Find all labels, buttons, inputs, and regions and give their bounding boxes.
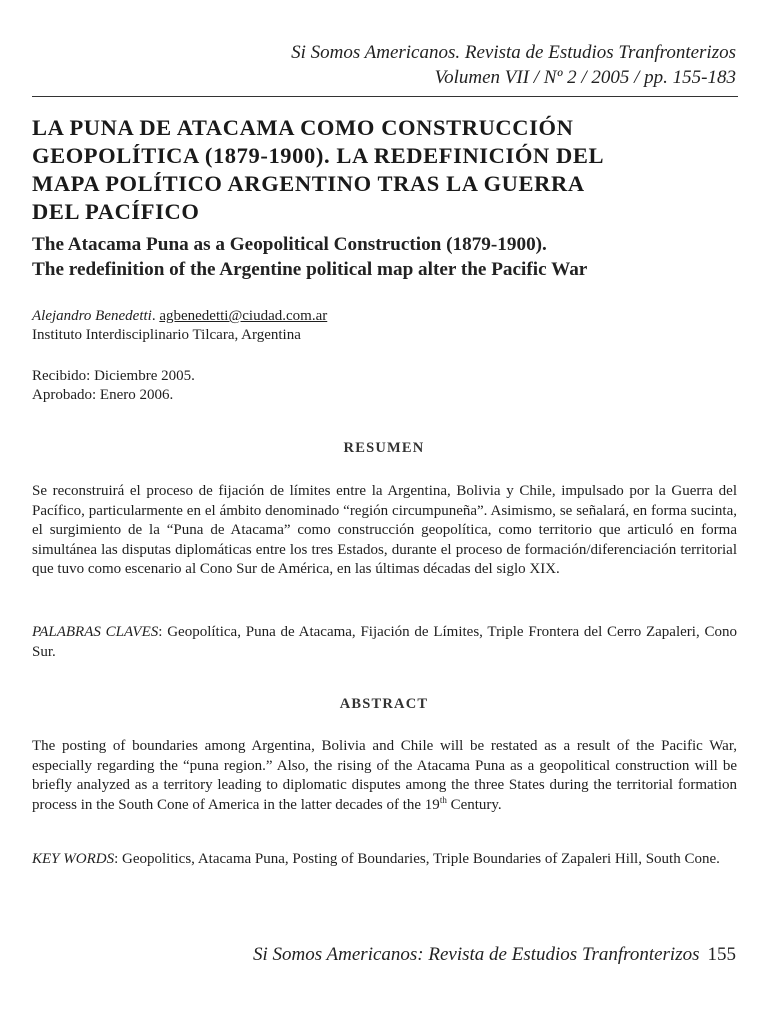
title-line: DEL PACÍFICO [32, 199, 200, 224]
header-rule [32, 96, 738, 97]
keywords-label: KEY WORDS [32, 851, 115, 867]
article-title [32, 114, 736, 226]
resumen-body: Se reconstruirá el proceso de fijación de límites entre la Argentina, Bolivia y Chile, impulsado por la Guerra del Pacífico, particularmente en el ámbito denominado “región circumpuneña”. Asimismo, se señalará, en forma sucinta, el surgimiento de la “Puna de Atacama” como construcción geopolítica, como territorio que articuló en forma simultánea las disputas diplomáticas entre los tres Estados, durante el proceso de formación/diferenciación territorial que tuvo como escenario al Cono Sur de América, en las últimas décadas del siglo XIX. [32, 483, 737, 578]
author-email-link[interactable]: agbenedetti@ciudad.com.ar [159, 308, 328, 324]
journal-name: Si Somos Americanos. Revista de Estudios Tranfronterizos [291, 42, 736, 63]
subtitle-line: The Atacama Puna as a Geopolitical Construction (1879-1900). [32, 234, 547, 255]
keywords-text: Geopolitics, Atacama Puna, Posting of Boundaries, Triple Boundaries of Zapaleri Hill, South Cone. [122, 851, 720, 867]
title-line: LA PUNA DE ATACAMA COMO CONSTRUCCIÓN [32, 115, 574, 140]
volume-info: Volumen VII / Nº 2 / 2005 / pp. 155-183 [434, 67, 736, 88]
abstract-keywords [32, 850, 737, 870]
ordinal-superscript: th [439, 794, 447, 805]
keywords-text: Geopolítica, Puna de Atacama, Fijación de Límites, Triple Frontera del Cerro Zapaleri, Cono Sur. [32, 624, 737, 660]
page-number: 155 [707, 944, 736, 965]
received-date: Recibido: Diciembre 2005. [32, 368, 195, 384]
author-block [32, 307, 327, 345]
keywords-colon: : [114, 851, 123, 867]
dates-block [32, 367, 195, 405]
approved-date: Aprobado: Enero 2006. [32, 387, 174, 403]
abstract-text: The posting of boundaries among Argentina, Bolivia and Chile will be restated as a result of the Pacific War, especially regarding the “puna region.” Also, the rising of the Atacama Puna as a geopolitical construction will be briefly analyzed as a territory leading to diplomatic disputes among the three States during the territorial formation process in the South Cone of America in the latter decades of the 19 [32, 738, 737, 813]
keywords-colon: : [158, 624, 168, 640]
page-footer [253, 943, 736, 967]
abstract-body [32, 737, 737, 815]
author-separator: . [151, 308, 160, 324]
footer-journal-name: Si Somos Americanos: Revista de Estudios Tranfronterizos [253, 944, 700, 965]
subtitle-line: The redefinition of the Argentine political map alter the Pacific War [32, 259, 588, 280]
title-line: MAPA POLÍTICO ARGENTINO TRAS LA GUERRA [32, 171, 585, 196]
author-name: Alejandro Benedetti [32, 308, 152, 324]
resumen-heading: RESUMEN [343, 440, 425, 456]
article-subtitle [32, 232, 742, 282]
running-header [291, 40, 736, 90]
author-institution: Instituto Interdisciplinario Tilcara, Argentina [32, 327, 301, 343]
abstract-heading: ABSTRACT [339, 696, 429, 712]
keywords-label: PALABRAS CLAVES [32, 624, 159, 640]
resumen-keywords [32, 623, 737, 662]
abstract-text-end: Century. [446, 796, 502, 813]
title-line: GEOPOLÍTICA (1879-1900). LA REDEFINICIÓN DEL [32, 143, 605, 168]
